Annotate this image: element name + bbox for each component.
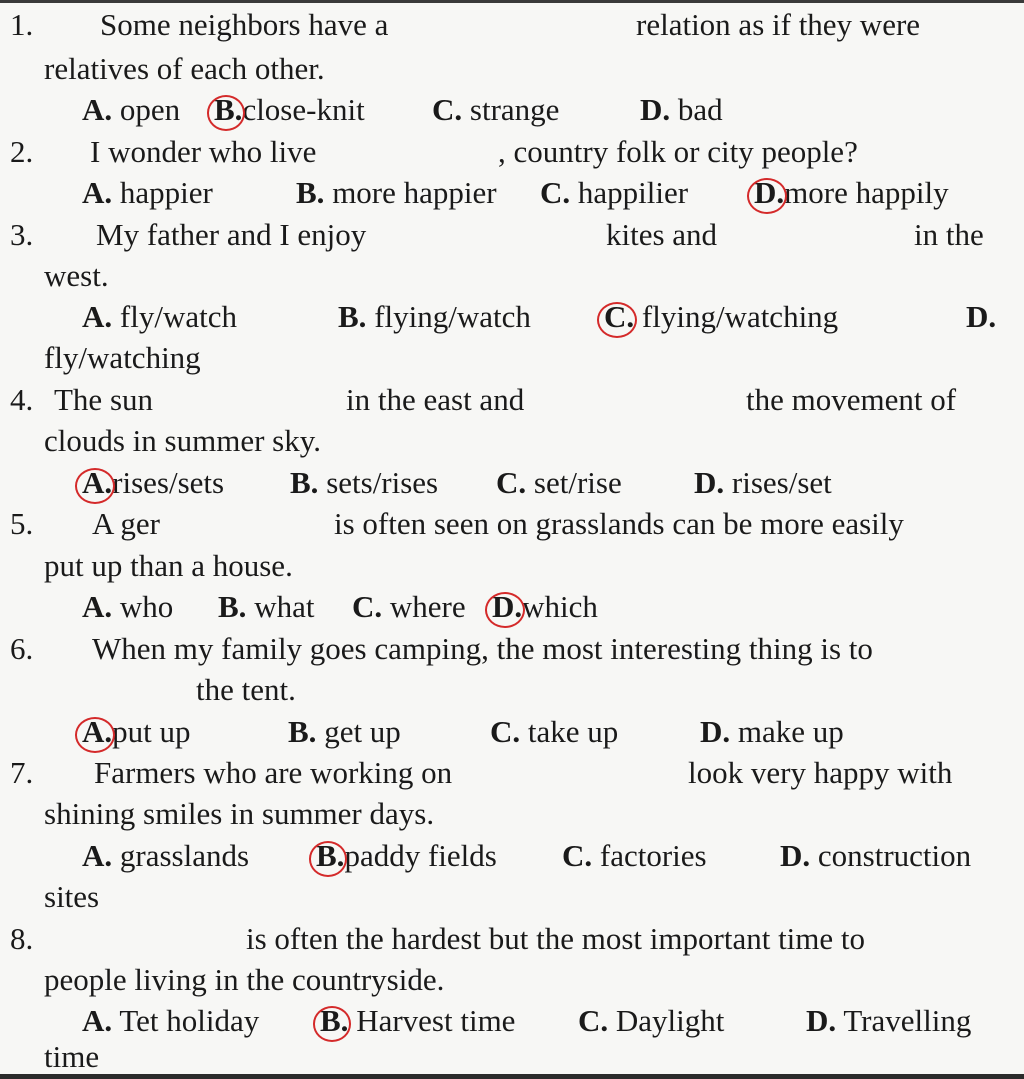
question-6-line-1 [0, 628, 1024, 670]
question-stem: in the [914, 217, 984, 252]
question-number: 3. [10, 217, 34, 252]
option-a[interactable]: A. who [82, 589, 174, 624]
option-d-letter[interactable]: D. [966, 299, 997, 334]
bottom-border [0, 1074, 1024, 1079]
option-d[interactable]: D. rises/set [694, 465, 832, 500]
question-3-options-cont [0, 337, 1024, 379]
option-d-text-cont[interactable]: sites [44, 879, 100, 914]
option-a[interactable]: A. put up [82, 711, 191, 753]
question-stem: look very happy with [688, 755, 953, 790]
question-8-options-cont [0, 1036, 1024, 1078]
answer-circle-mark: B. [316, 838, 344, 873]
question-3-line-2 [0, 255, 1024, 297]
question-4-line-1 [0, 379, 1024, 421]
question-stem: The sun [54, 382, 154, 417]
question-stem: people living in the countryside. [44, 962, 445, 997]
question-stem: I wonder who live [90, 134, 317, 169]
option-d-text[interactable]: fly/watching [44, 340, 201, 375]
question-stem: Some neighbors have a [100, 7, 389, 42]
answer-circle-mark: C. [604, 299, 634, 334]
question-2-line-1 [0, 131, 1024, 173]
option-a[interactable]: A. open [82, 92, 181, 127]
option-b[interactable]: B. get up [288, 714, 401, 749]
option-a[interactable]: A. rises/sets [82, 462, 224, 504]
question-stem: put up than a house. [44, 548, 293, 583]
answer-circle-mark: A. [82, 465, 112, 500]
question-stem: When my family goes camping, the most interesting thing is to [92, 631, 873, 666]
option-a[interactable]: A. happier [82, 175, 213, 210]
question-stem: A ger [92, 506, 161, 541]
option-d[interactable]: D. which [492, 586, 598, 628]
option-c[interactable]: C. flying/watching [604, 296, 838, 338]
question-number: 8. [10, 921, 34, 956]
answer-circle-mark: D. [492, 589, 522, 624]
option-d[interactable]: D. Travelling [806, 1003, 972, 1038]
question-3-options [0, 296, 1024, 338]
question-7-line-2 [0, 793, 1024, 835]
answer-circle-mark: B. [214, 92, 242, 127]
question-stem: relatives of each other. [44, 51, 325, 86]
question-2-options [0, 172, 1024, 214]
option-c[interactable]: C. factories [562, 838, 707, 873]
question-stem: kites and [606, 217, 718, 252]
option-c[interactable]: C. set/rise [496, 465, 622, 500]
question-6-options [0, 711, 1024, 753]
option-c[interactable]: C. take up [490, 714, 619, 749]
option-a[interactable]: A. fly/watch [82, 299, 237, 334]
question-number: 4. [10, 382, 34, 417]
question-number: 2. [10, 134, 34, 169]
answer-circle-mark: A. [82, 714, 112, 749]
question-7-line-1 [0, 752, 1024, 794]
option-d[interactable]: D. construction [780, 838, 972, 873]
question-stem: Farmers who are working on [94, 755, 453, 790]
option-a[interactable]: A. grasslands [82, 838, 250, 873]
option-c[interactable]: C. where [352, 589, 466, 624]
question-5-line-2 [0, 545, 1024, 587]
option-b[interactable]: B. Harvest time [320, 1000, 515, 1042]
question-stem: the tent. [196, 672, 296, 707]
option-c[interactable]: C. Daylight [578, 1003, 725, 1038]
option-d[interactable]: D. make up [700, 714, 844, 749]
question-5-line-1 [0, 503, 1024, 545]
question-stem: is often the hardest but the most important time to [246, 921, 866, 956]
option-b[interactable]: B. more happier [296, 175, 497, 210]
answer-circle-mark: B. [320, 1003, 348, 1038]
question-3-line-1 [0, 214, 1024, 256]
option-d[interactable]: D. more happily [754, 172, 949, 214]
question-4-options [0, 462, 1024, 504]
question-stem: west. [44, 258, 109, 293]
option-b[interactable]: B. what [218, 589, 315, 624]
question-stem: My father and I enjoy [96, 217, 367, 252]
option-b[interactable]: B. paddy fields [316, 835, 497, 877]
option-d[interactable]: D. bad [640, 92, 723, 127]
question-stem: the movement of [746, 382, 957, 417]
option-b[interactable]: B. flying/watch [338, 299, 531, 334]
question-7-options [0, 835, 1024, 877]
question-number: 7. [10, 755, 34, 790]
question-1-line-2 [0, 48, 1024, 90]
question-number: 1. [10, 7, 34, 42]
option-c[interactable]: C. strange [432, 92, 560, 127]
option-a[interactable]: A. Tet holiday [82, 1003, 260, 1038]
question-number: 5. [10, 506, 34, 541]
question-1-options [0, 89, 1024, 131]
question-8-line-2 [0, 959, 1024, 1001]
question-6-line-2 [0, 669, 1024, 711]
question-5-options [0, 586, 1024, 628]
option-c[interactable]: C. happilier [540, 175, 689, 210]
question-1-line-1 [0, 4, 1024, 46]
option-d-text-cont[interactable]: time [44, 1039, 100, 1074]
question-stem: shining smiles in summer days. [44, 796, 435, 831]
option-b[interactable]: B. sets/rises [290, 465, 439, 500]
question-stem: in the east and [346, 382, 525, 417]
question-stem: is often seen on grasslands can be more easily [334, 506, 904, 541]
question-stem: relation as if they were [636, 7, 921, 42]
option-b[interactable]: B. close-knit [214, 89, 365, 131]
question-7-options-cont [0, 876, 1024, 918]
question-8-line-1 [0, 918, 1024, 960]
question-4-line-2 [0, 420, 1024, 462]
question-stem: , country folk or city people? [498, 134, 858, 169]
question-number: 6. [10, 631, 34, 666]
question-stem: clouds in summer sky. [44, 423, 321, 458]
answer-circle-mark: D. [754, 175, 784, 210]
